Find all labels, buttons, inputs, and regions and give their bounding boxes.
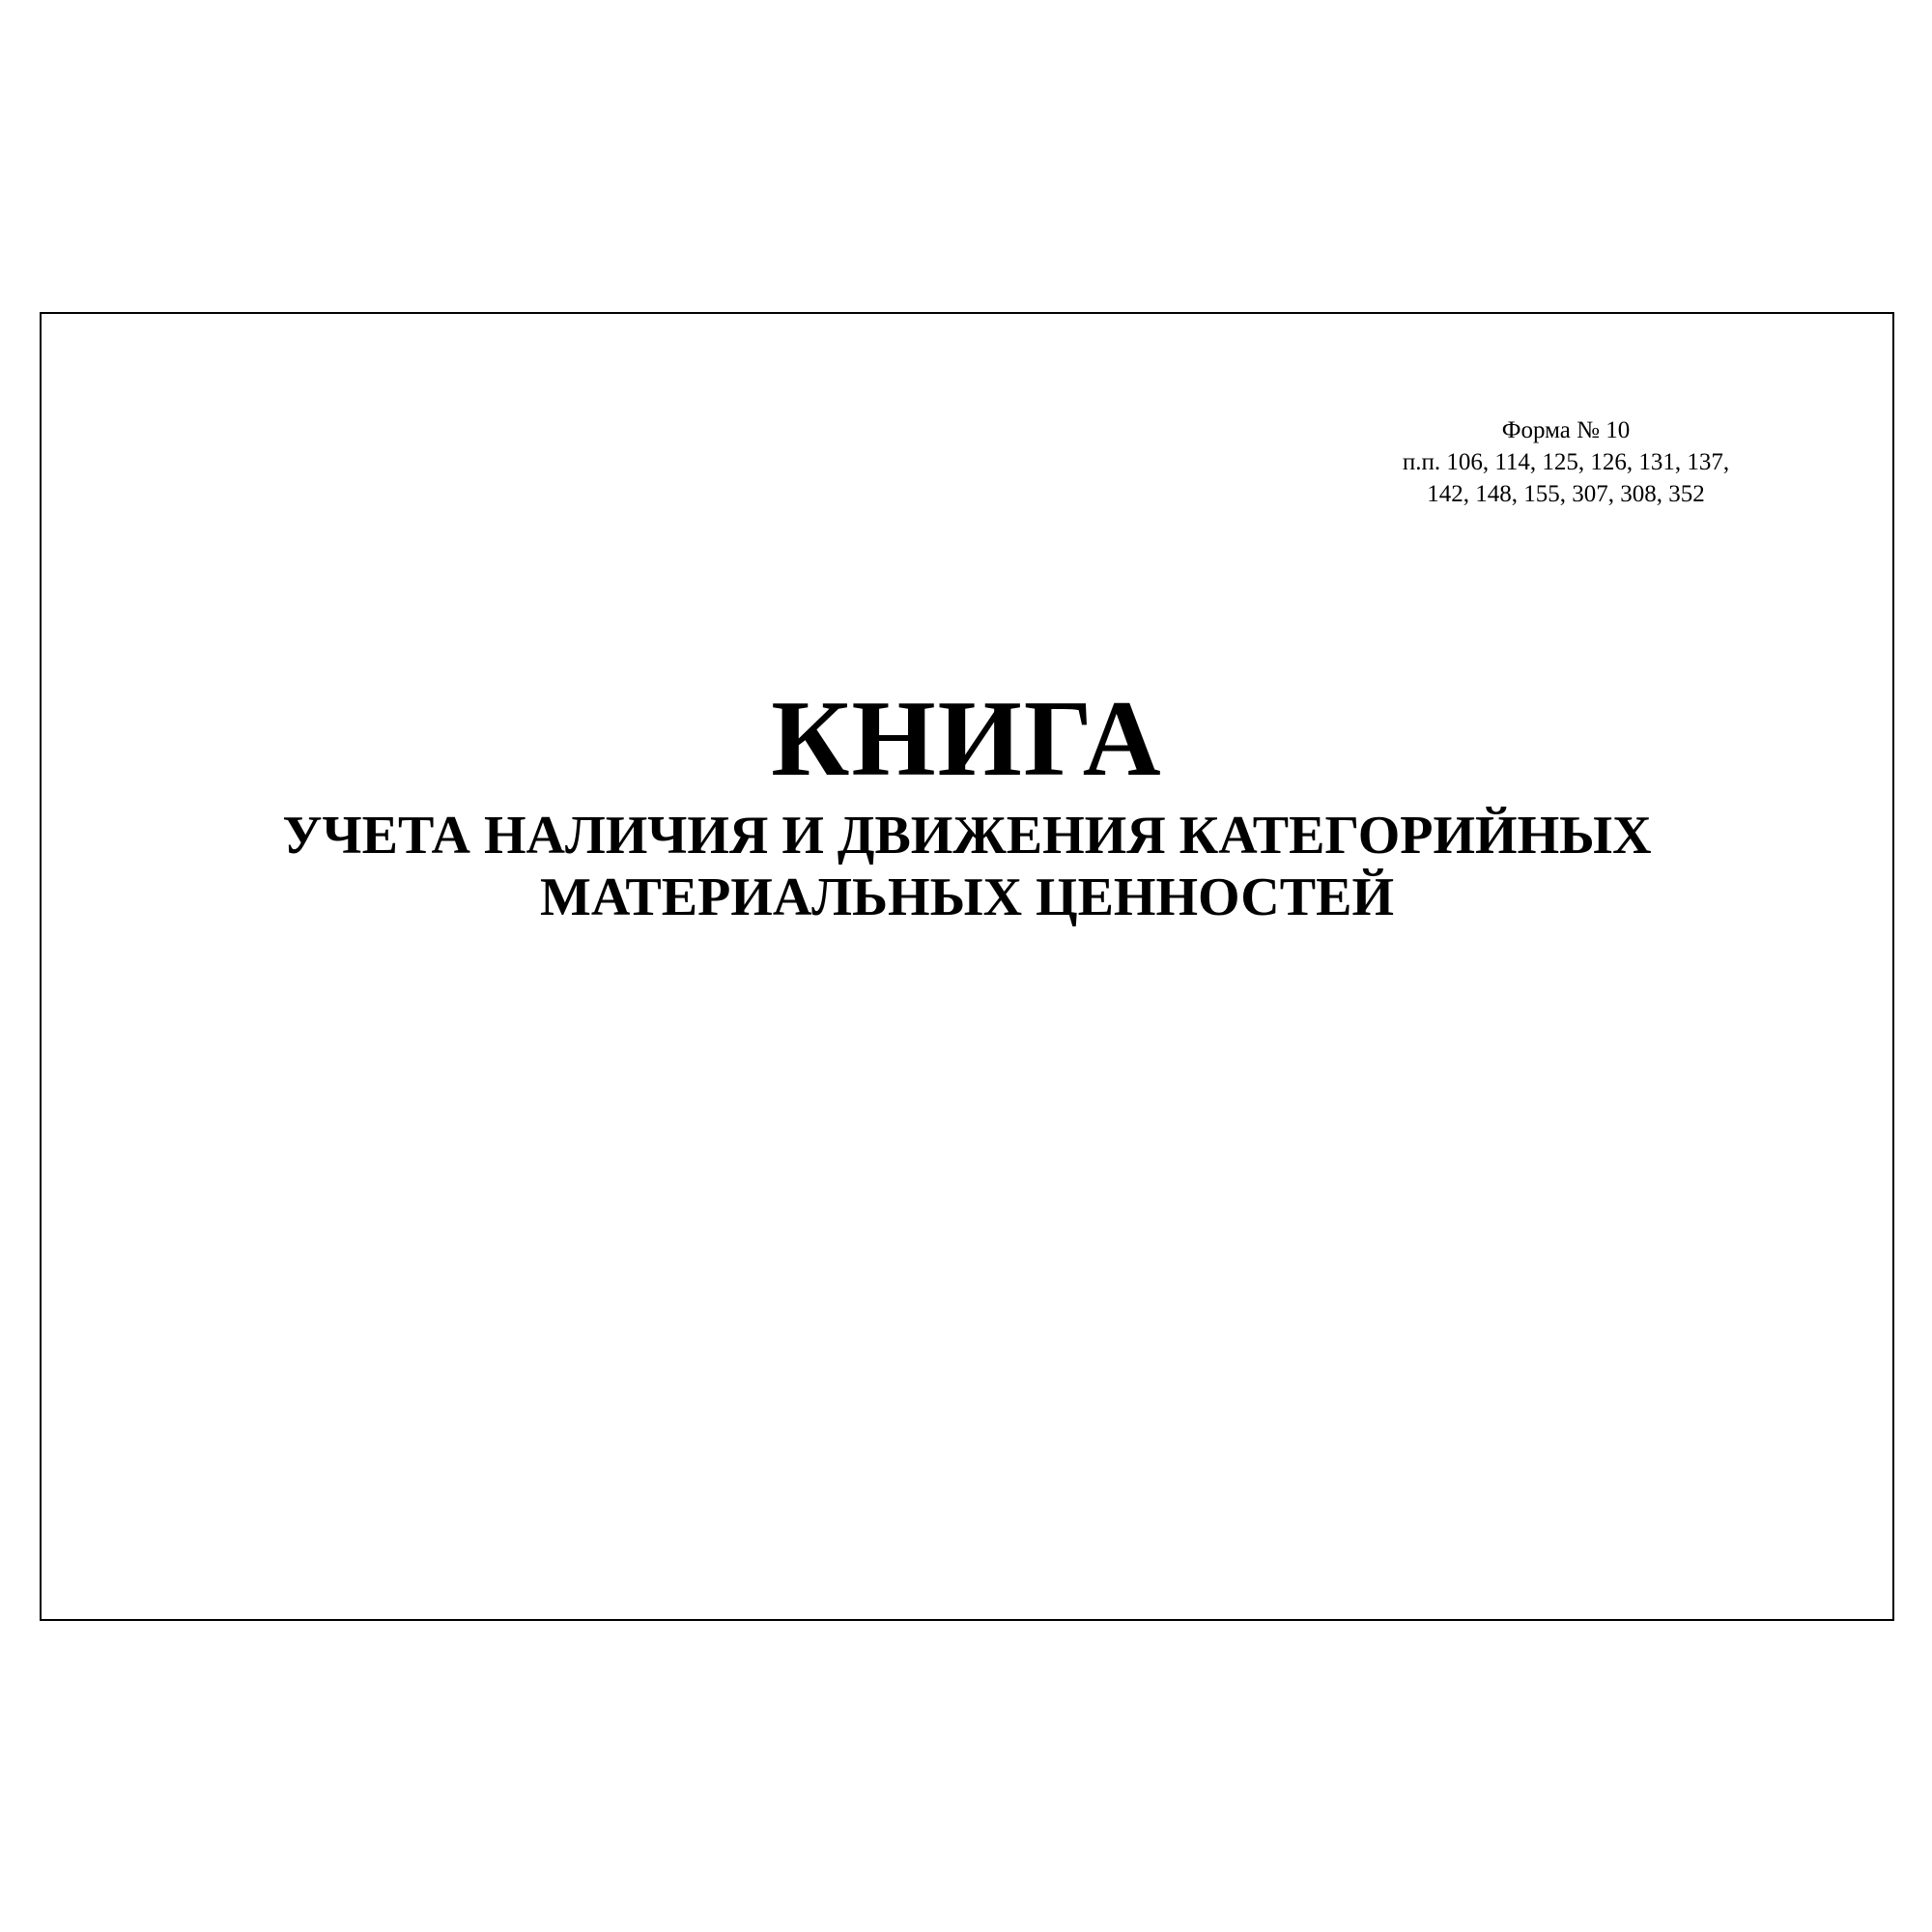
form-number: Форма № 10 [1501, 417, 1631, 443]
cover-frame [40, 312, 1894, 1621]
document-title: КНИГА [771, 679, 1163, 799]
title-block [42, 681, 1892, 928]
document-subtitle-line-2: МАТЕРИАЛЬНЫХ ЦЕННОСТЕЙ [540, 867, 1394, 927]
document-subtitle-line-1: УЧЕТА НАЛИЧИЯ И ДВИЖЕНИЯ КАТЕГОРИЙНЫХ [282, 806, 1652, 866]
form-paragraphs-line-2: 142, 148, 155, 307, 308, 352 [1427, 481, 1705, 507]
form-reference [1363, 414, 1769, 510]
form-paragraphs-line-1: п.п. 106, 114, 125, 126, 131, 137, [1402, 449, 1730, 475]
